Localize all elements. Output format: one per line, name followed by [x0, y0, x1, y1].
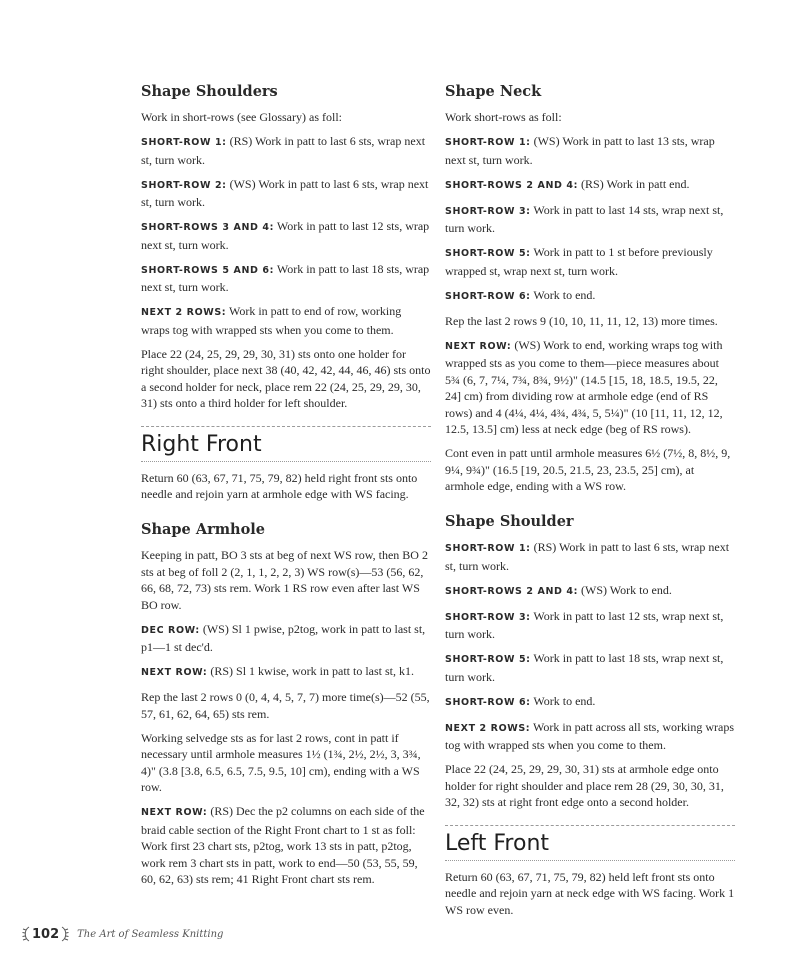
instruction-step: [445, 539, 735, 574]
step-text: (WS) Work in patt to last 6 sts, wrap next st, turn work.: [141, 176, 429, 209]
section-divider: [445, 860, 735, 861]
step-lead: SHORT-ROW 6:: [445, 696, 531, 708]
instruction-step: [141, 663, 431, 682]
step-text: (RS) Work in patt to last 6 sts, wrap next st, turn work.: [141, 134, 426, 167]
step-text: (RS) Work in patt to last 6 sts, wrap next st, turn work.: [445, 540, 730, 573]
step-lead: SHORT-ROWS 5 AND 6:: [141, 264, 275, 276]
step-text: Work in patt to last 12 sts, wrap next st, turn work.: [141, 219, 430, 252]
step-text: (RS) Work in patt end.: [581, 176, 690, 191]
section-divider: [141, 426, 431, 427]
step-lead: NEXT ROW:: [445, 340, 512, 352]
right-column: [445, 82, 735, 926]
instruction-step: [445, 650, 735, 685]
laurel-right-icon: [61, 926, 69, 942]
instruction-step: [445, 337, 735, 438]
step-lead: SHORT-ROW 1:: [141, 137, 227, 148]
shape-neck-intro: Work short-rows as foll:: [445, 110, 562, 124]
section-divider: [445, 825, 735, 826]
step-lead: SHORT-ROWS 2 AND 4:: [445, 585, 579, 597]
step-lead: NEXT ROW:: [141, 807, 208, 818]
step-text: Work in patt across all sts, working wraps tog with wrapped sts when you come to them.: [445, 719, 734, 752]
step-text: Work in patt to last 14 sts, wrap next st, turn work.: [445, 202, 724, 235]
step-lead: NEXT 2 ROWS:: [445, 722, 531, 734]
instruction-step: [445, 719, 735, 754]
shape-shoulders-place: Place 22 (24, 25, 29, 29, 30, 31) sts onto one holder for right shoulder, place next 38 (40, 42, 42, 44, 46, 46) sts onto a second holder for neck, place rem 22 (24, 25, 29, 29, 30, 31) sts onto a third holder for left shoulder.: [141, 346, 431, 410]
step-lead: NEXT ROW:: [141, 667, 208, 678]
right-front-title: Right Front: [141, 431, 262, 457]
instruction-step: [445, 287, 735, 306]
left-front-text: Return 60 (63, 67, 71, 75, 79, 82) held left front sts onto needle and rejoin yarn at neck edge with WS facing. Work 1 WS row even.: [445, 869, 735, 917]
step-text: Work in patt to last 12 sts, wrap next st, turn work.: [445, 608, 724, 641]
step-text: Work in patt to end of row, working wraps tog with wrapped sts when you come to them.: [141, 304, 402, 337]
step-lead: SHORT-ROW 1:: [445, 543, 531, 554]
step-lead: SHORT-ROW 5:: [445, 248, 531, 259]
shape-shoulder-place: Place 22 (24, 25, 29, 29, 30, 31) sts at armhole edge onto holder for right shoulder and place rem 28 (29, 30, 30, 31, 32, 32) sts at right front edge onto a second holder.: [445, 762, 724, 809]
instruction-step: [141, 621, 431, 656]
instruction-step: [445, 176, 735, 195]
step-text: (RS) Sl 1 kwise, work in patt to last st, k1.: [210, 664, 415, 678]
step-lead: DEC ROW:: [141, 624, 200, 636]
shape-armhole-heading: Shape Armhole: [141, 521, 266, 538]
instruction-step: [445, 202, 735, 237]
step-lead: SHORT-ROWS 2 AND 4:: [445, 179, 579, 191]
left-front-title: Left Front: [445, 830, 550, 856]
instruction-step: [141, 803, 431, 888]
step-lead: SHORT-ROW 3:: [445, 611, 531, 623]
page-footer: [22, 924, 223, 944]
shape-shoulders-heading: Shape Shoulders: [141, 83, 278, 100]
shape-shoulder-heading: Shape Shoulder: [445, 513, 574, 530]
right-front-text: Return 60 (63, 67, 71, 75, 79, 82) held right front sts onto needle and rejoin yarn at armhole edge with WS facing.: [141, 470, 418, 501]
step-text: Work in patt to last 18 sts, wrap next st, turn work.: [141, 261, 430, 294]
page-number: 102: [32, 926, 60, 942]
left-column: [141, 82, 431, 895]
instruction-step: [141, 133, 431, 168]
step-text: Work to end.: [533, 287, 596, 302]
instruction-step: [141, 303, 431, 338]
left-front-section: [445, 825, 735, 919]
instruction-step: [141, 261, 431, 296]
laurel-left-icon: [22, 926, 30, 942]
shape-armhole-intro: Keeping in patt, BO 3 sts at beg of next WS row, then BO 2 sts at beg of foll 2 (2, 1, 1, 2, 2, 3) WS row(s)—53 (56, 62, 66, 68, 72, 73) sts rem. Work 1 RS row even after last WS BO row.: [141, 548, 428, 612]
step-text: Work in patt to 1 st before previously wrapped st, wrap next st, turn work.: [445, 245, 713, 278]
instruction-step: [141, 176, 431, 211]
step-text: (RS) Dec the p2 columns on each side of the braid cable section of the Right Front chart to 1 st as foll: Work first 23 chart sts, p2tog, work 13 sts in patt, p2tog, work rem 3 chart sts in patt, work to end—50 (53, 55, 59, 60, 62, 63) sts rem; 41 Right Front chart sts rem.: [141, 804, 425, 886]
step-text: Work to end.: [533, 693, 596, 708]
step-lead: SHORT-ROWS 3 AND 4:: [141, 222, 275, 233]
step-lead: NEXT 2 ROWS:: [141, 307, 227, 318]
step-lead: SHORT-ROW 5:: [445, 654, 531, 665]
instruction-step: [445, 608, 735, 643]
instruction-step: [141, 218, 431, 253]
shape-neck-repeat: Rep the last 2 rows 9 (10, 10, 11, 11, 12, 13) more times.: [445, 313, 718, 328]
step-lead: SHORT-ROW 3:: [445, 205, 531, 217]
shape-armhole-selvedge: Working selvedge sts as for last 2 rows, cont in patt if necessary until armhole measures 1½ (1¾, 2½, 2½, 3, 3¾, 4)" (3.8 [3.8, 6.5, 6.5, 7.5, 9.5, 10] cm), ending with a WS row.: [141, 730, 421, 794]
right-front-section: [141, 426, 431, 503]
step-text: Work in patt to last 18 sts, wrap next st, turn work.: [445, 651, 724, 684]
shape-shoulders-intro: Work in short-rows (see Glossary) as foll:: [141, 110, 342, 124]
step-text: (WS) Sl 1 pwise, p2tog, work in patt to last st, p1—1 st dec'd.: [141, 621, 426, 654]
step-text: (WS) Work in patt to last 13 sts, wrap next st, turn work.: [445, 134, 715, 167]
book-title: The Art of Seamless Knitting: [77, 928, 224, 940]
shape-armhole-repeat: Rep the last 2 rows 0 (0, 4, 4, 5, 7, 7) more time(s)—52 (55, 57, 61, 62, 64, 65) sts rem.: [141, 690, 430, 721]
step-lead: SHORT-ROW 6:: [445, 290, 531, 302]
instruction-step: [445, 244, 735, 279]
section-divider: [141, 461, 431, 462]
instruction-step: [445, 133, 735, 168]
shape-neck-heading: Shape Neck: [445, 83, 542, 100]
step-lead: SHORT-ROW 1:: [445, 137, 531, 148]
instruction-step: [445, 693, 735, 712]
instruction-step: [445, 582, 735, 601]
shape-neck-cont: Cont even in patt until armhole measures 6½ (7½, 8, 8½, 9, 9¼, 9¾)" (16.5 [19, 20.5, 21.5, 23, 23.5, 25] cm), at armhole edge, ending with a WS row.: [445, 446, 731, 493]
step-lead: SHORT-ROW 2:: [141, 179, 227, 191]
step-text: (WS) Work to end, working wraps tog with wrapped sts as you come to them—piece measures about 5¾ (6, 7, 7¼, 7¾, 8¾, 9½)" (14.5 [15, 18, 18.5, 19.5, 22, 24] cm) from dividing row at armhole edge (end of RS rows) and 4 (4¼, 4¼, 4¾, 4¾, 5, 5¼)" (10 [11, 11, 12, 12, 12.5, 13.5] cm) less at neck edge (beg of RS rows).: [445, 337, 723, 436]
step-text: (WS) Work to end.: [581, 582, 672, 597]
